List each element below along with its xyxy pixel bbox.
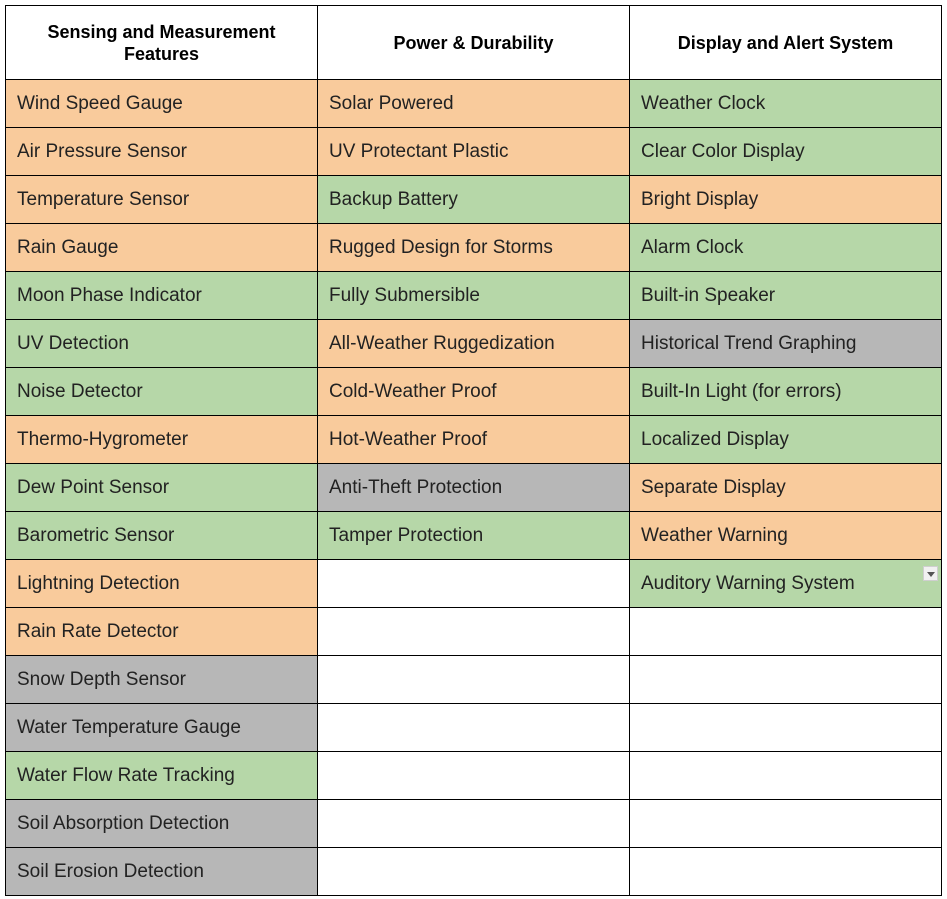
cell-power[interactable] xyxy=(318,128,630,176)
cell-text: Soil Erosion Detection xyxy=(17,860,204,882)
cell-display[interactable] xyxy=(630,80,942,128)
cell-display[interactable] xyxy=(630,128,942,176)
cell-sensing[interactable] xyxy=(6,416,318,464)
cell-display[interactable] xyxy=(630,512,942,560)
cell-display[interactable] xyxy=(630,320,942,368)
table-row xyxy=(6,320,942,368)
cell-text: Auditory Warning System xyxy=(641,572,855,594)
cell-sensing[interactable] xyxy=(6,752,318,800)
cell-power[interactable] xyxy=(318,272,630,320)
cell-text: Backup Battery xyxy=(329,188,458,210)
table-row xyxy=(6,512,942,560)
cell-sensing[interactable] xyxy=(6,176,318,224)
cell-power[interactable] xyxy=(318,656,630,704)
cell-text: Thermo-Hygrometer xyxy=(17,428,189,450)
cell-text: All-Weather Ruggedization xyxy=(329,332,555,354)
table-row xyxy=(6,464,942,512)
cell-text: Clear Color Display xyxy=(641,140,805,162)
cell-text: Wind Speed Gauge xyxy=(17,92,183,114)
cell-power[interactable] xyxy=(318,704,630,752)
cell-text: Barometric Sensor xyxy=(17,524,175,546)
cell-text: Separate Display xyxy=(641,476,786,498)
cell-text: Lightning Detection xyxy=(17,572,180,594)
cell-display[interactable] xyxy=(630,560,942,608)
cell-power[interactable] xyxy=(318,512,630,560)
cell-text: Bright Display xyxy=(641,188,759,210)
cell-text: Historical Trend Graphing xyxy=(641,332,857,354)
header-row xyxy=(6,6,942,80)
cell-text: Moon Phase Indicator xyxy=(17,284,202,306)
cell-text: Air Pressure Sensor xyxy=(17,140,188,162)
cell-display[interactable] xyxy=(630,224,942,272)
table-row xyxy=(6,752,942,800)
table-row xyxy=(6,176,942,224)
cell-text: Anti-Theft Protection xyxy=(329,476,503,498)
cell-display[interactable] xyxy=(630,656,942,704)
cell-sensing[interactable] xyxy=(6,128,318,176)
cell-sensing[interactable] xyxy=(6,656,318,704)
cell-power[interactable] xyxy=(318,752,630,800)
cell-display[interactable] xyxy=(630,848,942,896)
cell-text: Hot-Weather Proof xyxy=(329,428,488,450)
cell-text: Built-In Light (for errors) xyxy=(641,380,842,402)
cell-text: Rain Rate Detector xyxy=(17,620,179,642)
cell-power[interactable] xyxy=(318,800,630,848)
table-row xyxy=(6,368,942,416)
feature-table xyxy=(5,5,942,896)
cell-sensing[interactable] xyxy=(6,272,318,320)
cell-text: Rugged Design for Storms xyxy=(329,236,553,258)
cell-sensing[interactable] xyxy=(6,464,318,512)
cell-display[interactable] xyxy=(630,704,942,752)
cell-text: Weather Warning xyxy=(641,524,788,546)
cell-display[interactable] xyxy=(630,416,942,464)
cell-text: Noise Detector xyxy=(17,380,143,402)
table-row xyxy=(6,656,942,704)
cell-power[interactable] xyxy=(318,608,630,656)
cell-display[interactable] xyxy=(630,800,942,848)
cell-text: UV Detection xyxy=(17,332,129,354)
table-row xyxy=(6,608,942,656)
column-header-power[interactable]: Power & Durability xyxy=(318,6,630,80)
table-row xyxy=(6,416,942,464)
table-row xyxy=(6,704,942,752)
cell-text: Rain Gauge xyxy=(17,236,119,258)
table-row xyxy=(6,800,942,848)
cell-power[interactable] xyxy=(318,464,630,512)
cell-text: UV Protectant Plastic xyxy=(329,140,509,162)
cell-power[interactable] xyxy=(318,416,630,464)
cell-text: Fully Submersible xyxy=(329,284,480,306)
cell-sensing[interactable] xyxy=(6,800,318,848)
cell-sensing[interactable] xyxy=(6,560,318,608)
cell-power[interactable] xyxy=(318,848,630,896)
cell-text: Cold-Weather Proof xyxy=(329,380,497,402)
cell-text: Dew Point Sensor xyxy=(17,476,170,498)
cell-sensing[interactable] xyxy=(6,512,318,560)
cell-power[interactable] xyxy=(318,224,630,272)
table-row xyxy=(6,272,942,320)
cell-text: Water Flow Rate Tracking xyxy=(17,764,235,786)
cell-text: Built-in Speaker xyxy=(641,284,776,306)
cell-display[interactable] xyxy=(630,464,942,512)
cell-text: Soil Absorption Detection xyxy=(17,812,230,834)
cell-text: Alarm Clock xyxy=(641,236,744,258)
cell-power[interactable] xyxy=(318,176,630,224)
cell-sensing[interactable] xyxy=(6,224,318,272)
cell-display[interactable] xyxy=(630,272,942,320)
column-header-display[interactable]: Display and Alert System xyxy=(630,6,942,80)
table-row xyxy=(6,224,942,272)
cell-power[interactable] xyxy=(318,320,630,368)
cell-sensing[interactable] xyxy=(6,608,318,656)
cell-power[interactable] xyxy=(318,80,630,128)
cell-sensing[interactable] xyxy=(6,368,318,416)
cell-text: Localized Display xyxy=(641,428,789,450)
column-header-sensing[interactable]: Sensing and Measurement Features xyxy=(6,6,318,80)
cell-text: Weather Clock xyxy=(641,92,766,114)
cell-sensing[interactable] xyxy=(6,848,318,896)
table-body xyxy=(6,80,942,896)
cell-power[interactable] xyxy=(318,368,630,416)
cell-display[interactable] xyxy=(630,608,942,656)
cell-display[interactable] xyxy=(630,752,942,800)
cell-text: Tamper Protection xyxy=(329,524,484,546)
table-row xyxy=(6,560,942,608)
cell-text: Temperature Sensor xyxy=(17,188,190,210)
cell-power[interactable] xyxy=(318,560,630,608)
cell-sensing[interactable] xyxy=(6,320,318,368)
table-row xyxy=(6,848,942,896)
table-row xyxy=(6,80,942,128)
cell-display[interactable] xyxy=(630,368,942,416)
cell-text: Water Temperature Gauge xyxy=(17,716,241,738)
cell-text: Snow Depth Sensor xyxy=(17,668,186,690)
table-row xyxy=(6,128,942,176)
cell-display[interactable] xyxy=(630,176,942,224)
cell-sensing[interactable] xyxy=(6,80,318,128)
cell-text: Solar Powered xyxy=(329,92,454,114)
cell-sensing[interactable] xyxy=(6,704,318,752)
